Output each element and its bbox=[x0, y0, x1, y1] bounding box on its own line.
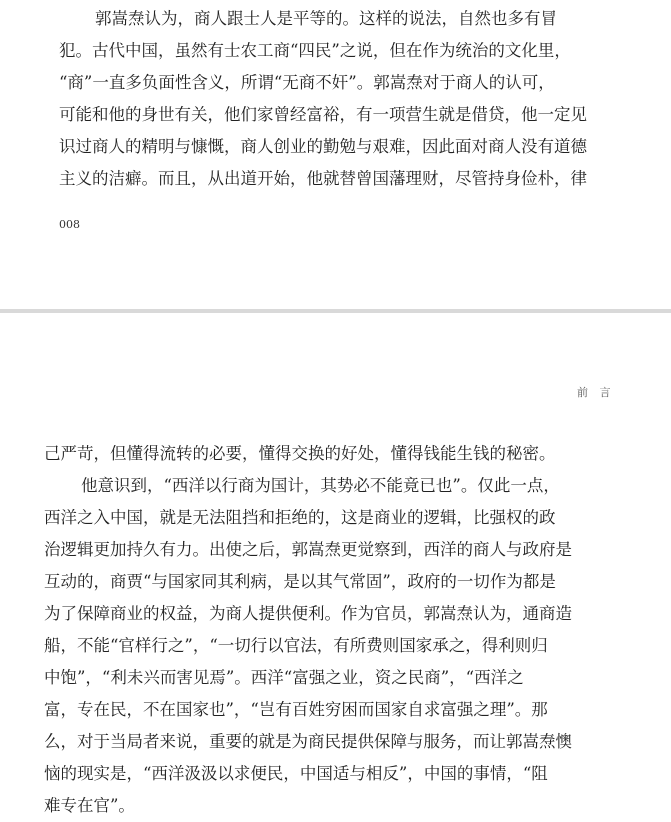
top-page-line-1: 郭嵩焘认为，商人跟士人是平等的。这样的说法，自然也多有冒 bbox=[95, 9, 557, 28]
top-page bbox=[0, 0, 671, 309]
bottom-page-line-10: 么，对于当局者来说，重要的就是为商民提供保障与服务，而让郭嵩焘懊 bbox=[44, 732, 572, 751]
bottom-page-line-5: 互动的，商贾“与国家同其利病，是以其气常固”，政府的一切作为都是 bbox=[44, 572, 556, 591]
top-page-line-4: 可能和他的身世有关，他们家曾经富裕，有一项营生就是借贷，他一定见 bbox=[59, 105, 587, 124]
top-page-line-2: 犯。古代中国，虽然有士农工商“四民”之说，但在作为统治的文化里， bbox=[59, 41, 571, 60]
bottom-page-line-1: 己严苛，但懂得流转的必要，懂得交换的好处，懂得钱能生钱的秘密。 bbox=[44, 444, 556, 463]
bottom-page-line-12: 难专在官”。 bbox=[44, 796, 135, 815]
bottom-page bbox=[0, 313, 671, 822]
bottom-page-line-7: 船，不能“官样行之”，“一切行以官法，有所费则国家承之，得利则归 bbox=[44, 636, 548, 655]
bottom-page-line-4: 治逻辑更加持久有力。出使之后，郭嵩焘更觉察到，西洋的商人与政府是 bbox=[44, 540, 572, 559]
top-page-line-3: “商”一直多负面性含义，所谓“无商不奸”。郭嵩焘对于商人的认可， bbox=[59, 73, 555, 92]
bottom-page-line-3: 西洋之入中国，就是无法阻挡和拒绝的，这是商业的逻辑，比强权的政 bbox=[44, 508, 556, 527]
top-page-line-5: 识过商人的精明与慷慨，商人创业的勤勉与艰难，因此面对商人没有道德 bbox=[59, 137, 587, 156]
bottom-page-line-6: 为了保障商业的权益，为商人提供便利。作为官员，郭嵩焘认为，通商造 bbox=[44, 604, 572, 623]
page-number: 008 bbox=[59, 218, 80, 231]
bottom-page-line-2: 他意识到，“西洋以行商为国计，其势必不能竟已也”。仅此一点， bbox=[81, 476, 560, 495]
bottom-page-line-8: 中饱”，“利未兴而害见焉”。西洋“富强之业，资之民商”，“西洋之 bbox=[44, 668, 524, 687]
bottom-page-line-9: 富，专在民，不在国家也”，“岂有百姓穷困而国家自求富强之理”。那 bbox=[44, 700, 548, 719]
running-head: 前 言 bbox=[577, 386, 615, 399]
top-page-line-6: 主义的洁癖。而且，从出道开始，他就替曾国藩理财，尽管持身俭朴，律 bbox=[59, 169, 587, 188]
bottom-page-line-11: 恼的现实是，“西洋汲汲以求便民，中国适与相反”，中国的事情，“阻 bbox=[44, 764, 548, 783]
